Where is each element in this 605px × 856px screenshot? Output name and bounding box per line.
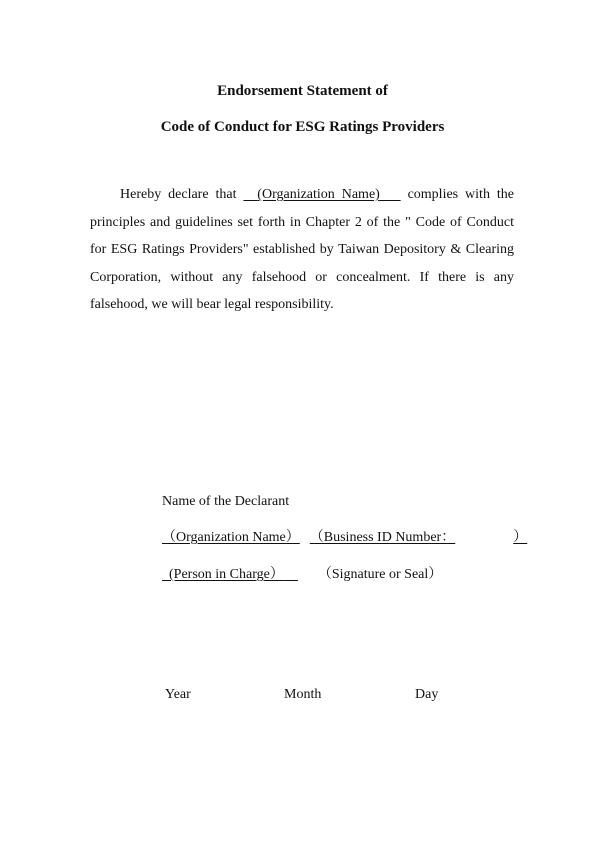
declarant-signature: （Signature or Seal）	[317, 567, 443, 582]
date-year-label: Year	[165, 687, 191, 702]
document-title-line-2: Code of Conduct for ESG Ratings Providers	[160, 119, 445, 135]
date-month-label: Month	[284, 687, 322, 702]
organization-name-placeholder: (Organization Name)	[257, 187, 380, 202]
declarant-business-id-close: ）	[513, 530, 528, 545]
declarant-organization-line	[162, 529, 527, 547]
date-day-label: Day	[415, 687, 439, 702]
organization-name-blank	[243, 187, 400, 202]
declarant-person-in-charge: (Person in Charge）	[169, 567, 284, 582]
document-title-line-1: Endorsement Statement of	[217, 83, 388, 99]
statement-paragraph	[90, 181, 514, 319]
statement-text: complies with the principles and guidelines set forth in Chapter 2 of the " Code of Conduct for ESG Ratings Providers" established by Taiwan Depository & Clearing Corporation, without any falsehood or concealment. If there is any falsehood, we will bear legal responsibility.	[90, 187, 514, 312]
declarant-business-id: （Business ID Number：	[309, 530, 456, 545]
declarant-person-line	[162, 566, 442, 584]
declarant-label: Name of the Declarant	[162, 494, 290, 509]
statement-lead: Hereby declare that	[120, 187, 244, 202]
declarant-organization-name: （Organization Name）	[162, 530, 300, 545]
